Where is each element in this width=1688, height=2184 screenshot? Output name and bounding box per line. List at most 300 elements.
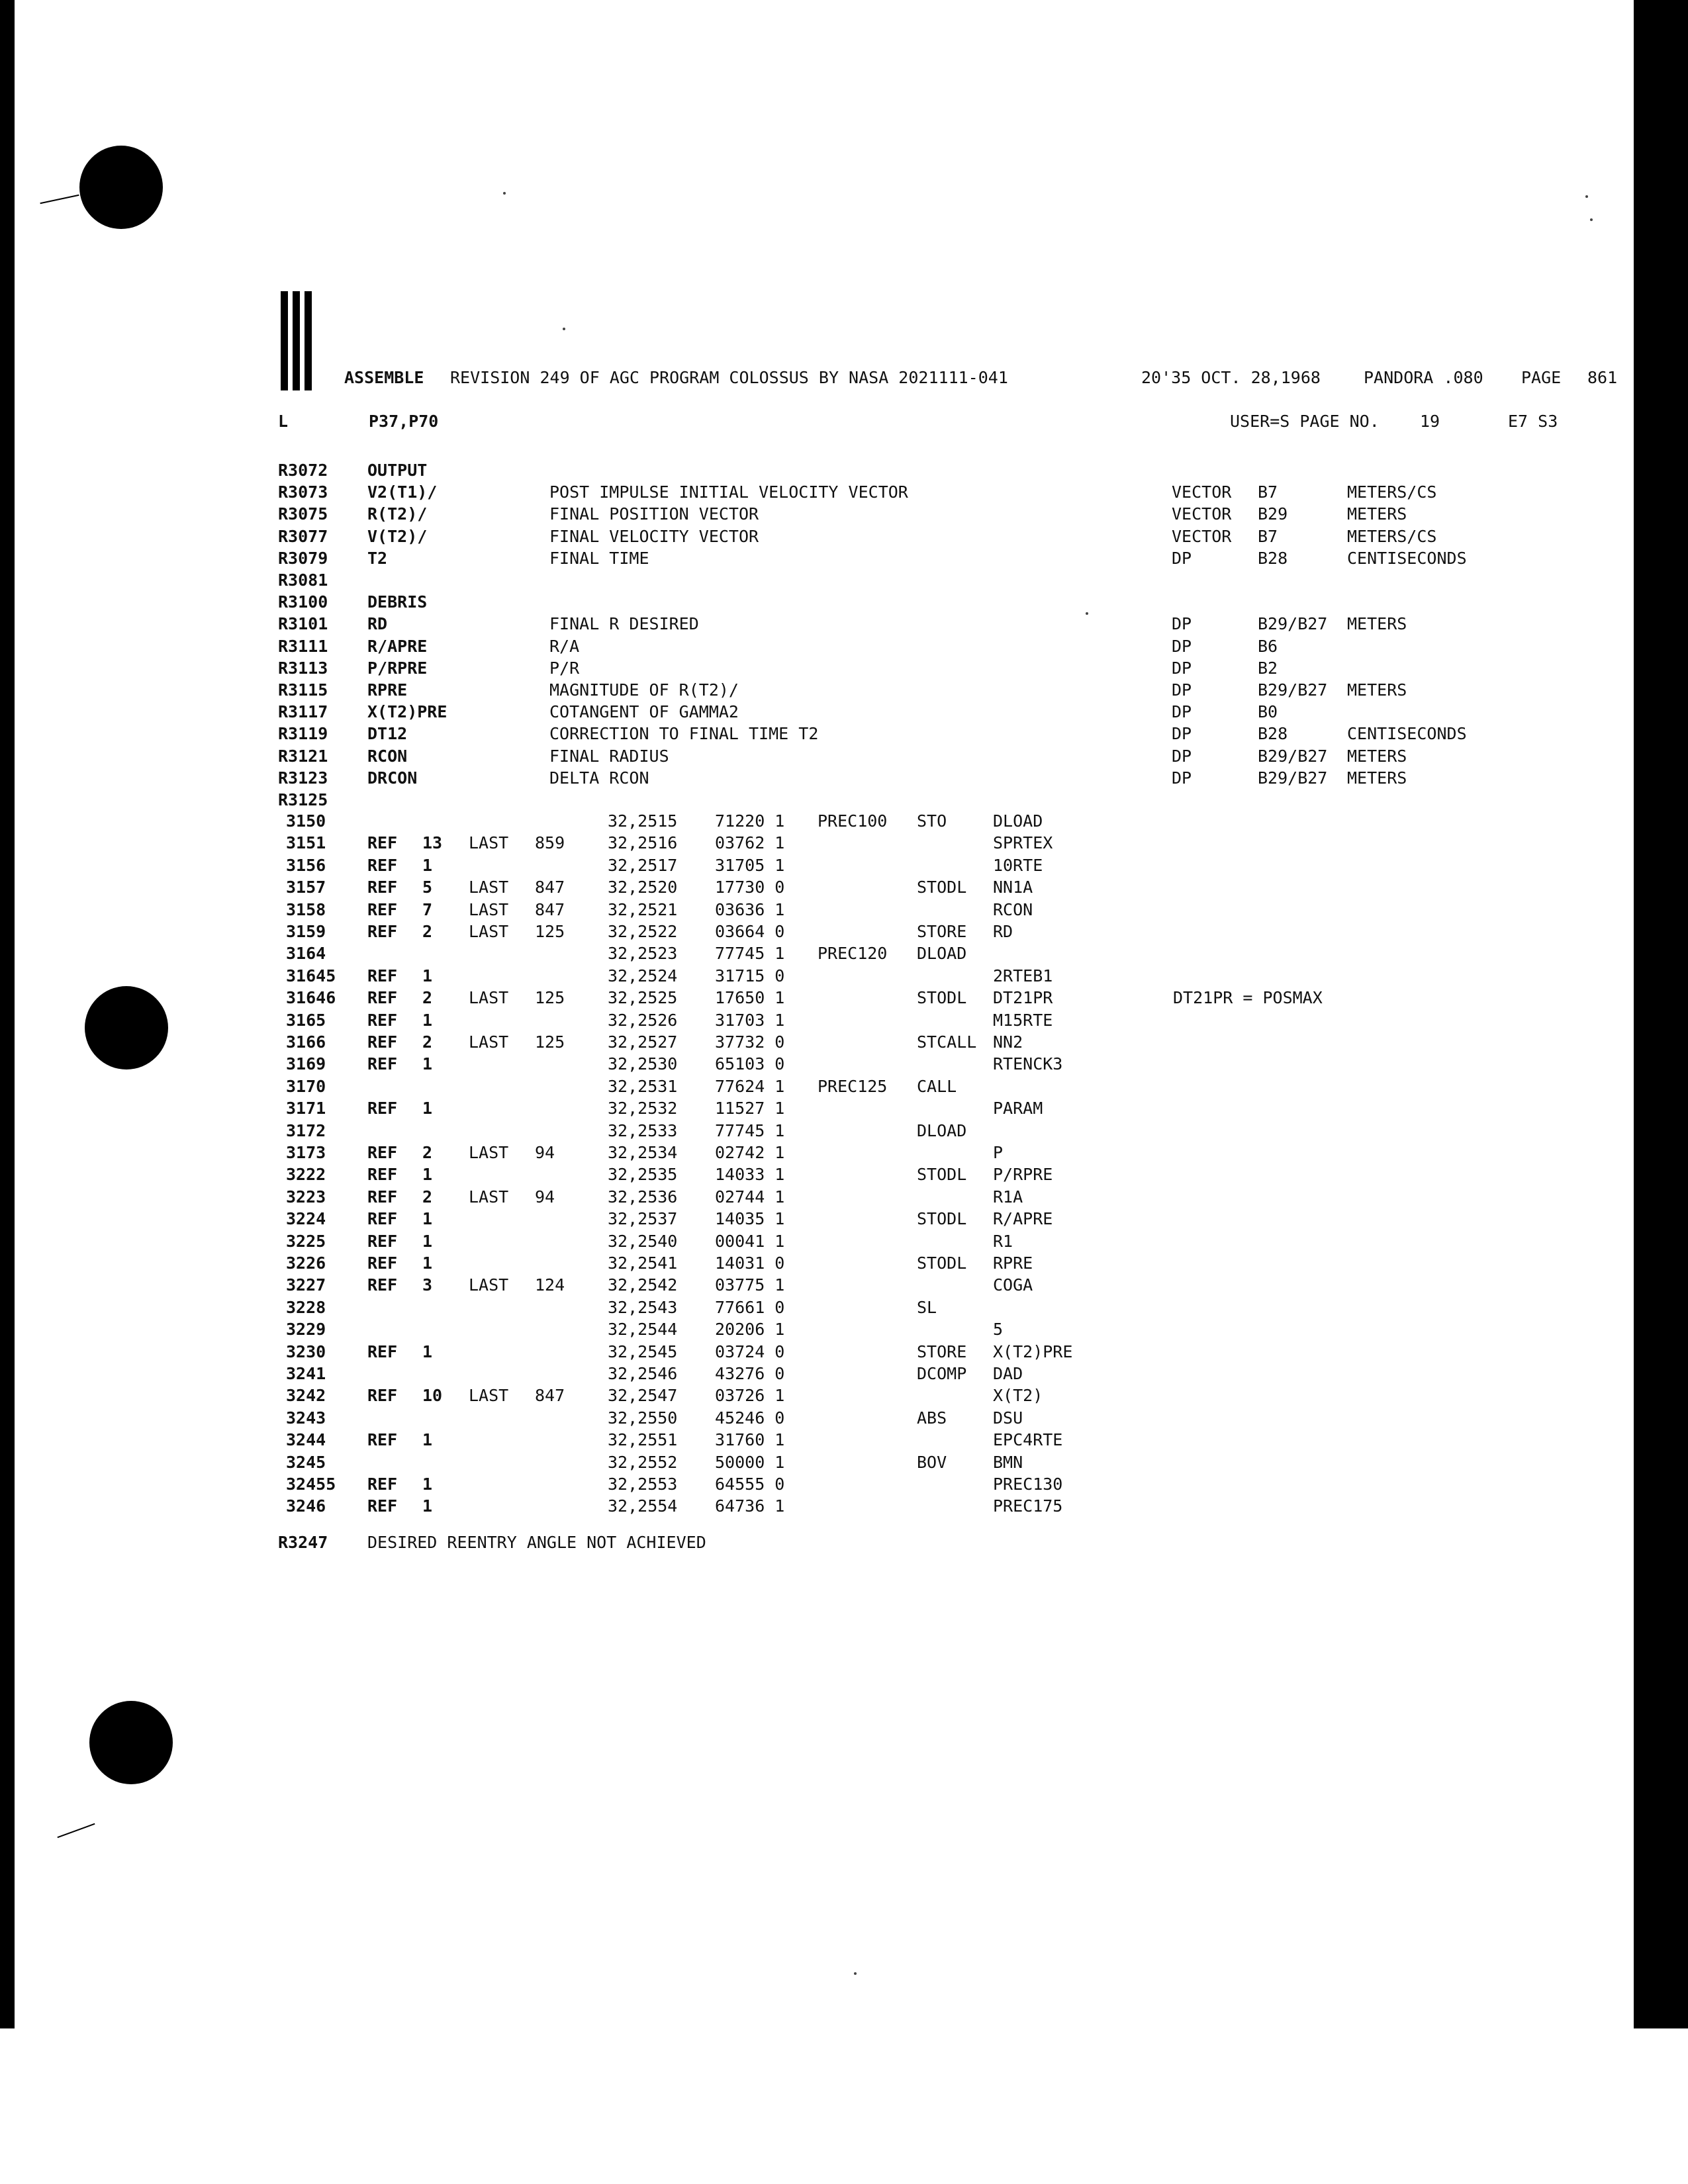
opcode: STODL: [917, 988, 967, 1008]
octal-word: 31705 1: [715, 855, 785, 875]
operand: DAD: [993, 1364, 1023, 1383]
definition-units: METERS/CS: [1347, 526, 1437, 546]
operand: X(T2)PRE: [993, 1342, 1073, 1361]
definition-scale: B29/B27: [1258, 768, 1328, 788]
definition-scale: B29/B27: [1258, 680, 1328, 700]
scan-speck: [854, 1972, 857, 1975]
ref-marker: REF: [367, 988, 398, 1008]
definition-scale: B29/B27: [1258, 614, 1328, 634]
definition-description: FINAL VELOCITY VECTOR: [549, 526, 759, 546]
octal-word: 02744 1: [715, 1187, 785, 1206]
definition-name: X(T2)PRE: [367, 702, 447, 722]
ref-marker: REF: [367, 1386, 398, 1406]
ref-count: 3: [422, 1275, 433, 1295]
code-line-number: 3225: [286, 1231, 326, 1251]
ref-count: 1: [422, 966, 433, 985]
code-line-number: 3229: [286, 1320, 326, 1340]
ref-count: 10: [422, 1386, 443, 1406]
ref-count: 1: [422, 855, 433, 875]
opcode: STODL: [917, 1165, 967, 1185]
ref-marker: REF: [367, 1010, 398, 1030]
footer-line-number: R3247: [278, 1533, 328, 1552]
ref-marker: REF: [367, 1054, 398, 1074]
last-line: 94: [535, 1187, 555, 1206]
user-page-label: USER=S PAGE NO.: [1230, 412, 1380, 431]
definition-name: OUTPUT: [367, 461, 428, 480]
definition-line-number: R3111: [278, 636, 328, 656]
ref-count: 5: [422, 878, 433, 897]
ref-marker: REF: [367, 1430, 398, 1450]
octal-word: 03775 1: [715, 1275, 785, 1295]
ref-marker: REF: [367, 1231, 398, 1251]
definition-units: CENTISECONDS: [1347, 724, 1467, 744]
definition-name: V(T2)/: [367, 526, 428, 546]
ref-count: 1: [422, 1253, 433, 1273]
punch-hole-top: [79, 146, 163, 229]
definition-line-number: R3079: [278, 548, 328, 568]
definition-type: VECTOR: [1172, 526, 1232, 546]
octal-word: 03726 1: [715, 1386, 785, 1406]
definition-units: CENTISECONDS: [1347, 548, 1467, 568]
bank-address: 32,2544: [608, 1320, 678, 1340]
opcode: STODL: [917, 878, 967, 897]
program-section: P37,P70: [369, 412, 439, 431]
scan-border-left: [0, 0, 15, 2028]
ref-count: 2: [422, 1187, 433, 1206]
definition-scale: B28: [1258, 548, 1288, 568]
operand: 10RTE: [993, 855, 1043, 875]
code-line-number: 3241: [286, 1364, 326, 1383]
octal-word: 31715 0: [715, 966, 785, 985]
definition-scale: B0: [1258, 702, 1278, 722]
opcode: DLOAD: [917, 1120, 967, 1140]
last-line: 125: [535, 1032, 565, 1052]
bank-address: 32,2552: [608, 1452, 678, 1472]
operand: DSU: [993, 1408, 1023, 1428]
definition-name: P/RPRE: [367, 658, 428, 678]
octal-word: 00041 1: [715, 1231, 785, 1251]
definition-type: DP: [1172, 746, 1192, 766]
definition-type: VECTOR: [1172, 504, 1232, 524]
definition-name: DT12: [367, 724, 408, 744]
punch-hole-bottom: [89, 1701, 173, 1784]
ref-count: 1: [422, 1496, 433, 1516]
last-line: 124: [535, 1275, 565, 1295]
opcode: STODL: [917, 1253, 967, 1273]
last-label: LAST: [469, 1386, 509, 1406]
code-line-number: 3244: [286, 1430, 326, 1450]
ref-count: 1: [422, 1054, 433, 1074]
bank-address: 32,2536: [608, 1187, 678, 1206]
last-label: LAST: [469, 1187, 509, 1206]
operand: COGA: [993, 1275, 1033, 1295]
definition-type: DP: [1172, 768, 1192, 788]
operand: BMN: [993, 1452, 1023, 1472]
code-line-number: 3226: [286, 1253, 326, 1273]
code-line-number: 3227: [286, 1275, 326, 1295]
ref-marker: REF: [367, 1496, 398, 1516]
bank-address: 32,2527: [608, 1032, 678, 1052]
ref-count: 13: [422, 833, 443, 853]
operand: P/RPRE: [993, 1165, 1053, 1185]
octal-word: 17650 1: [715, 988, 785, 1008]
last-line: 859: [535, 833, 565, 853]
definition-units: METERS: [1347, 768, 1407, 788]
octal-word: 64555 0: [715, 1475, 785, 1494]
scan-speck: [563, 328, 565, 330]
ref-marker: REF: [367, 922, 398, 941]
operand: RPRE: [993, 1253, 1033, 1273]
definition-name: V2(T1)/: [367, 482, 438, 502]
octal-word: 77745 1: [715, 1120, 785, 1140]
punch-hole-middle: [85, 986, 168, 1069]
ref-marker: REF: [367, 1275, 398, 1295]
operand: R1: [993, 1231, 1013, 1251]
bank-address: 32,2534: [608, 1143, 678, 1162]
opcode: ABS: [917, 1408, 947, 1428]
ref-count: 1: [422, 1342, 433, 1361]
bank-address: 32,2533: [608, 1120, 678, 1140]
code-line-number: 3150: [286, 811, 326, 831]
definition-name: RCON: [367, 746, 408, 766]
definition-description: MAGNITUDE OF R(T2)/: [549, 680, 739, 700]
opcode: STCALL: [917, 1032, 977, 1052]
code-line-number: 3164: [286, 944, 326, 964]
ref-count: 2: [422, 1032, 433, 1052]
code-line-number: 3242: [286, 1386, 326, 1406]
last-line: 94: [535, 1143, 555, 1162]
code-line-number: 3151: [286, 833, 326, 853]
code-line-number: 3159: [286, 922, 326, 941]
octal-word: 77745 1: [715, 944, 785, 964]
octal-word: 71220 1: [715, 811, 785, 831]
e7-s3-marker: E7 S3: [1508, 412, 1558, 431]
octal-word: 31703 1: [715, 1010, 785, 1030]
definition-line-number: R3123: [278, 768, 328, 788]
bank-address: 32,2547: [608, 1386, 678, 1406]
definition-description: DELTA RCON: [549, 768, 649, 788]
ref-marker: REF: [367, 855, 398, 875]
definition-line-number: R3100: [278, 592, 328, 612]
ref-marker: REF: [367, 1165, 398, 1185]
definition-scale: B29: [1258, 504, 1288, 524]
code-line-number: 3158: [286, 899, 326, 919]
code-line-number: 32455: [286, 1475, 336, 1494]
operand: RCON: [993, 899, 1033, 919]
user-page-number: 19: [1420, 412, 1440, 431]
operand: DT21PR: [993, 988, 1053, 1008]
definition-line-number: R3113: [278, 658, 328, 678]
ref-count: 2: [422, 1143, 433, 1162]
code-line-number: 3224: [286, 1209, 326, 1229]
ref-count: 1: [422, 1231, 433, 1251]
operand: DLOAD: [993, 811, 1043, 831]
bank-address: 32,2551: [608, 1430, 678, 1450]
ref-marker: REF: [367, 878, 398, 897]
operand: NN1A: [993, 878, 1033, 897]
octal-word: 14033 1: [715, 1165, 785, 1185]
operand: RD: [993, 922, 1013, 941]
revision-line: REVISION 249 OF AGC PROGRAM COLOSSUS BY NASA 2021111-041: [450, 368, 1008, 387]
opcode: DCOMP: [917, 1364, 967, 1383]
octal-word: 03664 0: [715, 922, 785, 941]
last-line: 125: [535, 922, 565, 941]
ref-count: 7: [422, 899, 433, 919]
bank-address: 32,2537: [608, 1209, 678, 1229]
operand: PREC175: [993, 1496, 1063, 1516]
ref-marker: REF: [367, 1475, 398, 1494]
operand: X(T2): [993, 1386, 1043, 1406]
scan-border-right: [1634, 0, 1688, 2028]
definition-scale: B28: [1258, 724, 1288, 744]
definition-scale: B29/B27: [1258, 746, 1328, 766]
ref-marker: REF: [367, 1342, 398, 1361]
octal-word: 37732 0: [715, 1032, 785, 1052]
code-line-number: 3171: [286, 1099, 326, 1118]
code-line-number: 3223: [286, 1187, 326, 1206]
bank-address: 32,2540: [608, 1231, 678, 1251]
definition-units: METERS: [1347, 746, 1407, 766]
opcode: STO: [917, 811, 947, 831]
ref-count: 1: [422, 1010, 433, 1030]
definition-scale: B7: [1258, 482, 1278, 502]
definition-name: R(T2)/: [367, 504, 428, 524]
opcode: SL: [917, 1297, 937, 1317]
octal-word: 03724 0: [715, 1342, 785, 1361]
code-line-number: 3173: [286, 1143, 326, 1162]
last-line: 847: [535, 899, 565, 919]
octal-word: 77624 1: [715, 1076, 785, 1096]
page-label: PAGE: [1521, 368, 1562, 387]
definition-name: RPRE: [367, 680, 408, 700]
octal-word: 43276 0: [715, 1364, 785, 1383]
operand: M15RTE: [993, 1010, 1053, 1030]
operand: R1A: [993, 1187, 1023, 1206]
code-line-number: 31645: [286, 966, 336, 985]
last-label: LAST: [469, 988, 509, 1008]
opcode: BOV: [917, 1452, 947, 1472]
definition-line-number: R3119: [278, 724, 328, 744]
octal-word: 17730 0: [715, 878, 785, 897]
scan-speck: [1590, 218, 1593, 221]
bank-address: 32,2546: [608, 1364, 678, 1383]
bank-address: 32,2554: [608, 1496, 678, 1516]
definition-units: METERS: [1347, 504, 1407, 524]
octal-word: 14035 1: [715, 1209, 785, 1229]
octal-word: 03636 1: [715, 899, 785, 919]
bank-address: 32,2543: [608, 1297, 678, 1317]
operand: PARAM: [993, 1099, 1043, 1118]
definition-line-number: R3077: [278, 526, 328, 546]
code-line-number: 3165: [286, 1010, 326, 1030]
definition-type: DP: [1172, 658, 1192, 678]
code-label: PREC100: [818, 811, 888, 831]
definition-name: DEBRIS: [367, 592, 428, 612]
bank-address: 32,2517: [608, 855, 678, 875]
definition-description: POST IMPULSE INITIAL VELOCITY VECTOR: [549, 482, 908, 502]
bank-address: 32,2526: [608, 1010, 678, 1030]
last-label: LAST: [469, 899, 509, 919]
definition-line-number: R3101: [278, 614, 328, 634]
last-label: LAST: [469, 922, 509, 941]
definition-type: DP: [1172, 724, 1192, 744]
last-label: LAST: [469, 1032, 509, 1052]
definition-line-number: R3075: [278, 504, 328, 524]
bank-address: 32,2531: [608, 1076, 678, 1096]
ref-marker: REF: [367, 1032, 398, 1052]
last-line: 847: [535, 1386, 565, 1406]
ref-count: 1: [422, 1475, 433, 1494]
definition-name: R/APRE: [367, 636, 428, 656]
opcode: STORE: [917, 922, 967, 941]
code-line-number: 3156: [286, 855, 326, 875]
definition-description: FINAL TIME: [549, 548, 649, 568]
definition-line-number: R3117: [278, 702, 328, 722]
last-label: LAST: [469, 1143, 509, 1162]
octal-word: 50000 1: [715, 1452, 785, 1472]
ref-count: 1: [422, 1165, 433, 1185]
definition-type: DP: [1172, 636, 1192, 656]
bank-address: 32,2521: [608, 899, 678, 919]
opcode: DLOAD: [917, 944, 967, 964]
footer-comment: DESIRED REENTRY ANGLE NOT ACHIEVED: [367, 1533, 706, 1552]
operand: NN2: [993, 1032, 1023, 1052]
ref-marker: REF: [367, 1209, 398, 1229]
operand: RTENCK3: [993, 1054, 1063, 1074]
octal-word: 03762 1: [715, 833, 785, 853]
punch-hole-top-mark: [40, 195, 79, 204]
ref-count: 1: [422, 1430, 433, 1450]
definition-type: DP: [1172, 548, 1192, 568]
definition-description: FINAL POSITION VECTOR: [549, 504, 759, 524]
ref-marker: REF: [367, 1099, 398, 1118]
last-label: LAST: [469, 833, 509, 853]
opcode: CALL: [917, 1076, 957, 1096]
definition-type: DP: [1172, 702, 1192, 722]
definition-units: METERS: [1347, 614, 1407, 634]
code-line-number: 3157: [286, 878, 326, 897]
ref-marker: REF: [367, 1187, 398, 1206]
assemble-label: ASSEMBLE: [344, 368, 424, 387]
code-line-number: 3166: [286, 1032, 326, 1052]
bank-address: 32,2523: [608, 944, 678, 964]
code-line-number: 3230: [286, 1342, 326, 1361]
opcode: STORE: [917, 1342, 967, 1361]
bank-address: 32,2522: [608, 922, 678, 941]
code-note: DT21PR = POSMAX: [1173, 988, 1323, 1008]
code-label: PREC125: [818, 1076, 888, 1096]
definition-scale: B2: [1258, 658, 1278, 678]
octal-word: 31760 1: [715, 1430, 785, 1450]
bank-address: 32,2542: [608, 1275, 678, 1295]
octal-word: 45246 0: [715, 1408, 785, 1428]
definition-name: RD: [367, 614, 388, 634]
ref-marker: REF: [367, 1253, 398, 1273]
operand: P: [993, 1143, 1004, 1162]
bank-address: 32,2516: [608, 833, 678, 853]
last-line: 125: [535, 988, 565, 1008]
definition-description: CORRECTION TO FINAL TIME T2: [549, 724, 819, 744]
scan-speck: [1585, 195, 1588, 198]
definition-line-number: R3073: [278, 482, 328, 502]
definition-units: METERS: [1347, 680, 1407, 700]
bank-address: 32,2535: [608, 1165, 678, 1185]
code-line-number: 3243: [286, 1408, 326, 1428]
ref-marker: REF: [367, 966, 398, 985]
bank-address: 32,2530: [608, 1054, 678, 1074]
ref-count: 2: [422, 988, 433, 1008]
pandora-version: PANDORA .080: [1364, 368, 1483, 387]
definition-scale: B6: [1258, 636, 1278, 656]
octal-word: 14031 0: [715, 1253, 785, 1273]
bank-address: 32,2532: [608, 1099, 678, 1118]
code-line-number: 3172: [286, 1120, 326, 1140]
octal-word: 64736 1: [715, 1496, 785, 1516]
definition-line-number: R3081: [278, 570, 328, 590]
bank-address: 32,2541: [608, 1253, 678, 1273]
definition-line-number: R3125: [278, 790, 328, 809]
last-label: LAST: [469, 1275, 509, 1295]
punch-hole-bottom-mark: [57, 1823, 95, 1838]
assembly-datetime: 20'35 OCT. 28,1968: [1141, 368, 1321, 387]
bank-address: 32,2520: [608, 878, 678, 897]
definition-scale: B7: [1258, 526, 1278, 546]
definition-type: DP: [1172, 680, 1192, 700]
assembler-logo: [281, 291, 323, 390]
definition-name: T2: [367, 548, 388, 568]
definition-line-number: R3115: [278, 680, 328, 700]
ref-count: 2: [422, 922, 433, 941]
opcode: STODL: [917, 1209, 967, 1229]
operand: 2RTEB1: [993, 966, 1053, 985]
octal-word: 77661 0: [715, 1297, 785, 1317]
listing-l-marker: L: [278, 412, 289, 431]
operand: SPRTEX: [993, 833, 1053, 853]
ref-count: 1: [422, 1099, 433, 1118]
code-line-number: 3246: [286, 1496, 326, 1516]
definition-description: FINAL R DESIRED: [549, 614, 699, 634]
last-line: 847: [535, 878, 565, 897]
definition-description: P/R: [549, 658, 580, 678]
code-line-number: 31646: [286, 988, 336, 1008]
last-label: LAST: [469, 878, 509, 897]
definition-description: COTANGENT OF GAMMA2: [549, 702, 739, 722]
bank-address: 32,2524: [608, 966, 678, 985]
operand: 5: [993, 1320, 1004, 1340]
ref-marker: REF: [367, 833, 398, 853]
code-line-number: 3222: [286, 1165, 326, 1185]
definition-type: DP: [1172, 614, 1192, 634]
definition-units: METERS/CS: [1347, 482, 1437, 502]
definition-line-number: R3072: [278, 461, 328, 480]
octal-word: 11527 1: [715, 1099, 785, 1118]
bank-address: 32,2545: [608, 1342, 678, 1361]
octal-word: 02742 1: [715, 1143, 785, 1162]
operand: PREC130: [993, 1475, 1063, 1494]
code-line-number: 3169: [286, 1054, 326, 1074]
bank-address: 32,2550: [608, 1408, 678, 1428]
page-number: 861: [1587, 368, 1618, 387]
ref-marker: REF: [367, 1143, 398, 1162]
code-label: PREC120: [818, 944, 888, 964]
definition-line-number: R3121: [278, 746, 328, 766]
bank-address: 32,2553: [608, 1475, 678, 1494]
code-line-number: 3228: [286, 1297, 326, 1317]
octal-word: 65103 0: [715, 1054, 785, 1074]
scan-speck: [1086, 612, 1088, 615]
definition-description: FINAL RADIUS: [549, 746, 669, 766]
code-line-number: 3170: [286, 1076, 326, 1096]
